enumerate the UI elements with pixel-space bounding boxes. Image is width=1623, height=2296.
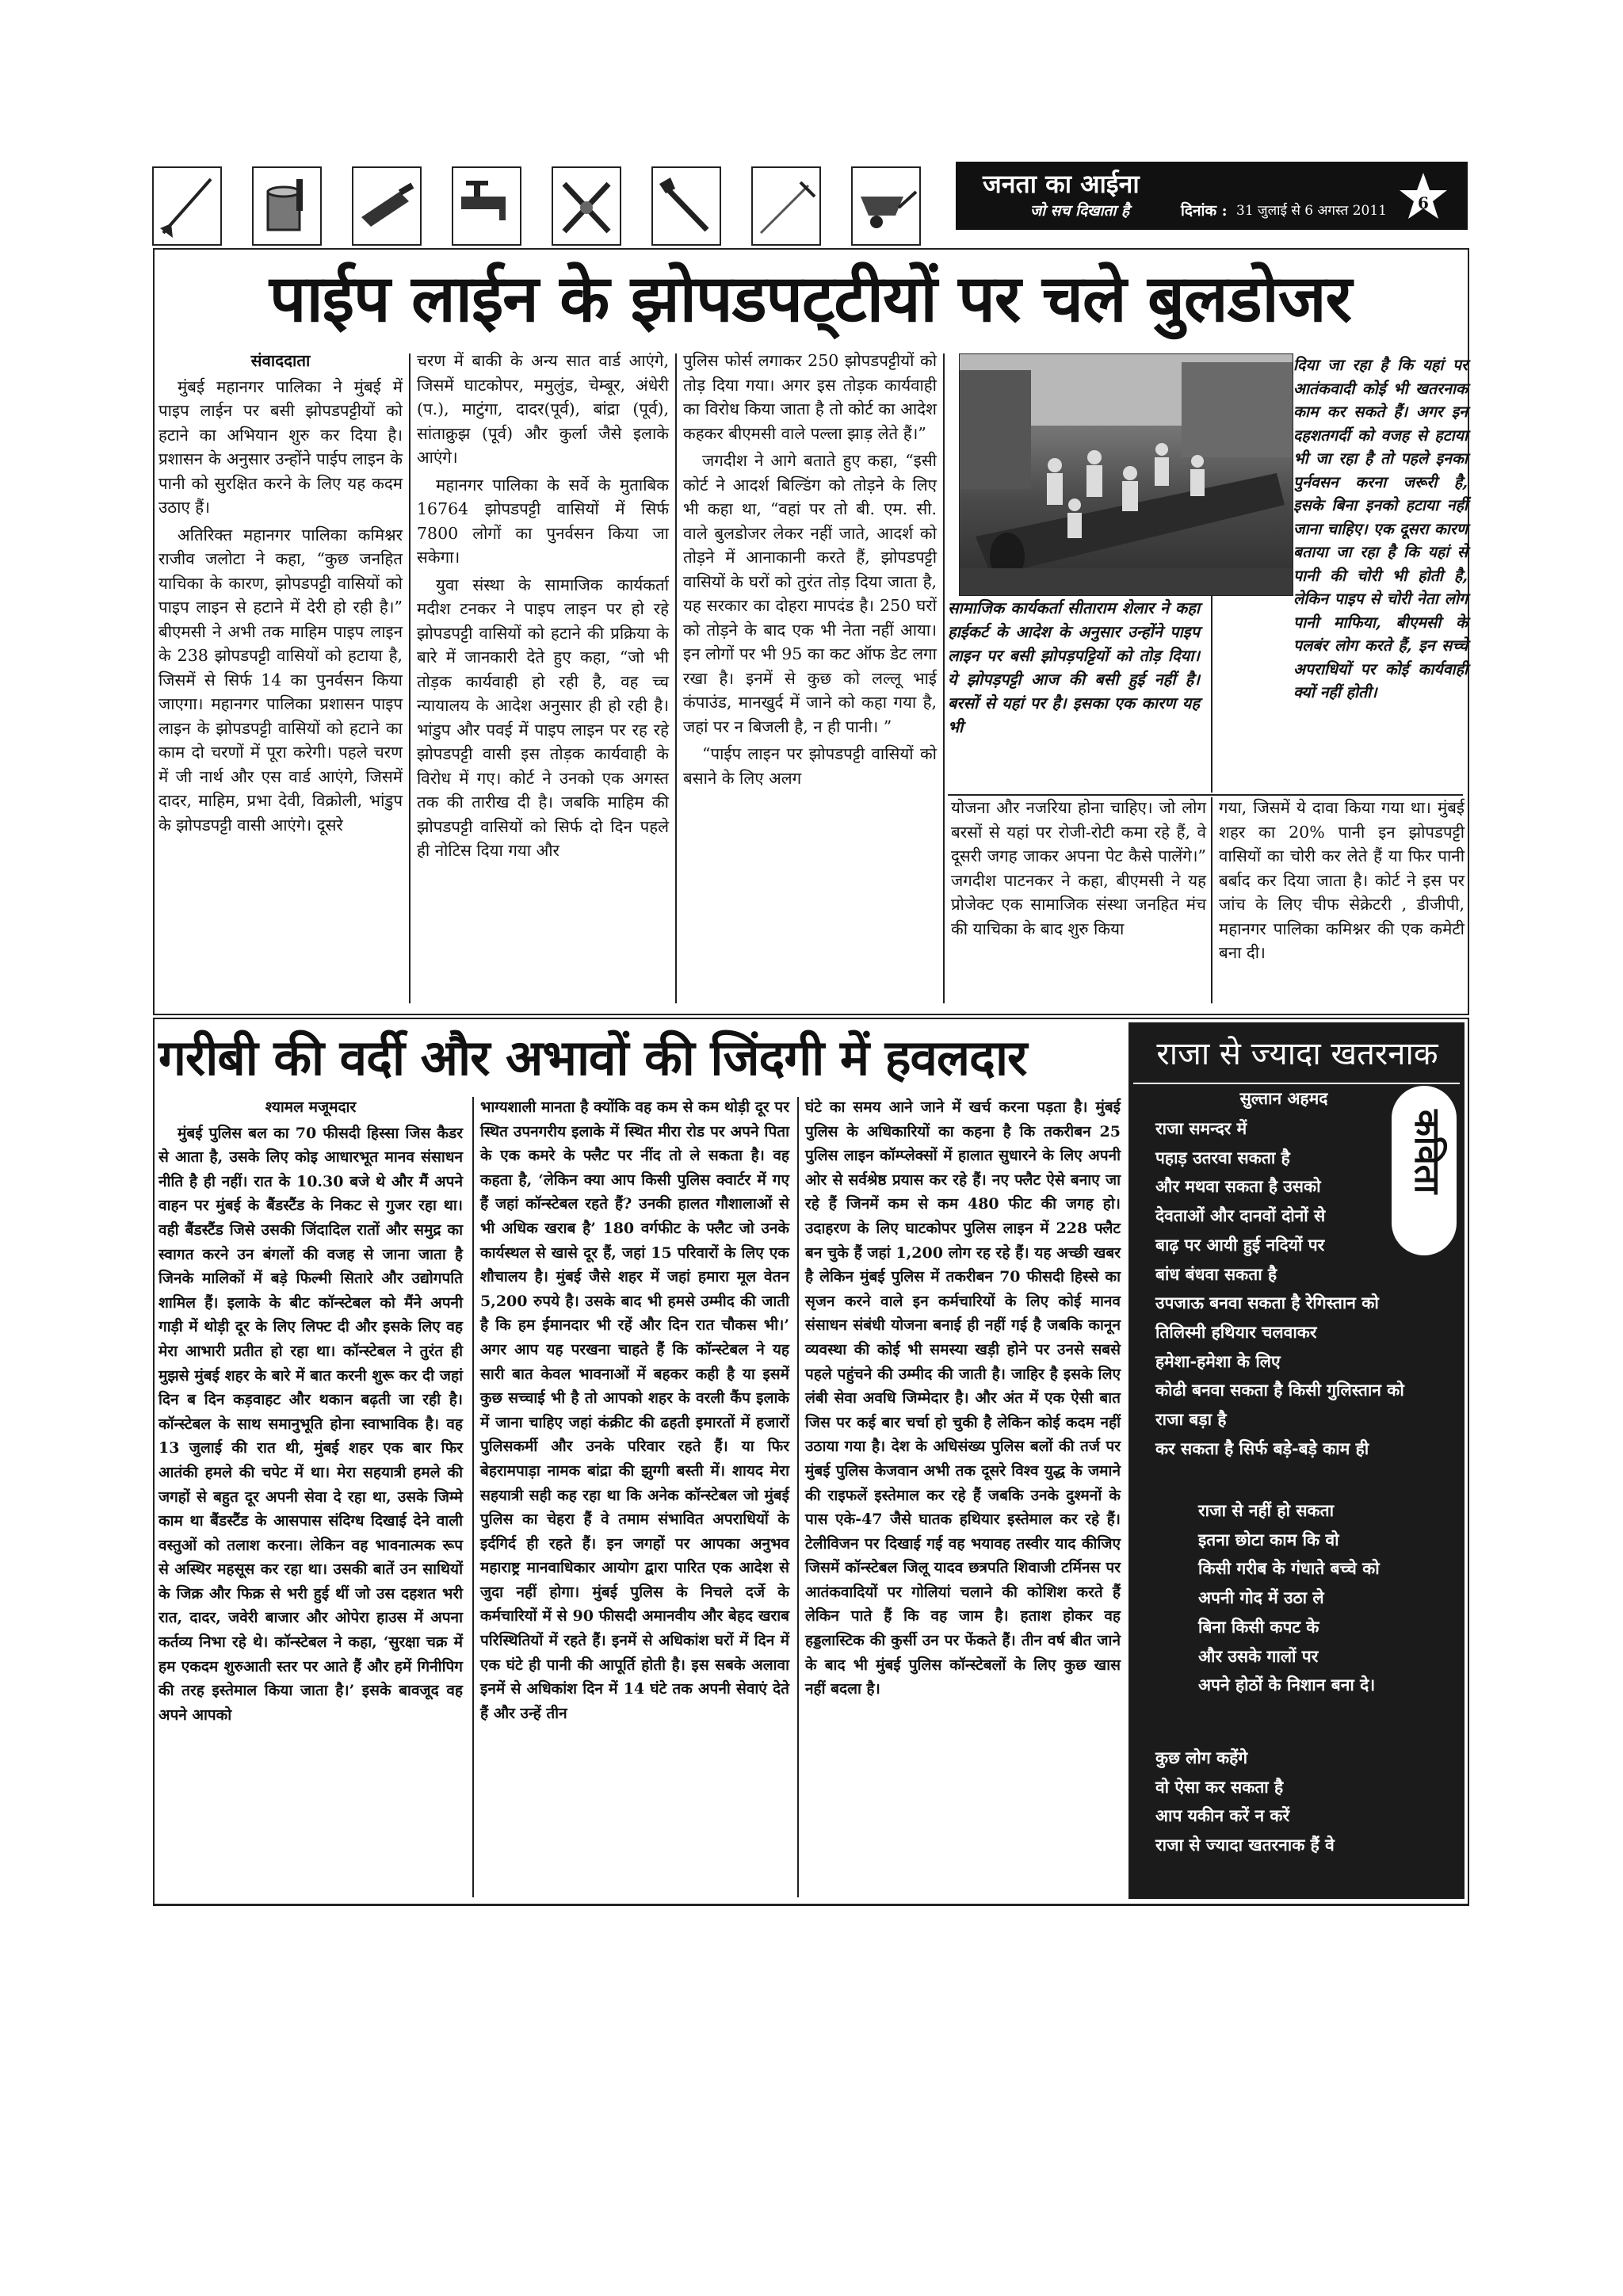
poem-line: तिलिस्मी हथियार चलवाकर bbox=[1155, 1321, 1317, 1342]
date-label: दिनांक : bbox=[1181, 202, 1228, 220]
poem-line: इतना छोटा काम कि वो bbox=[1198, 1529, 1339, 1549]
story1-paragraph: युवा संस्था के सामाजिक कार्यकर्ता मदीश टनकर ने पाइप लाइन पर हो रहे झोपडपट्टी वासियों को हटाने की प्रक्रिया के बारे में जानकारी देते हुए कहा, “जो भी तोड़क कार्यवाही हो रही है, वह च्च न्यायालय के आदेश अनुसार ही हो रही है। भांडुप और पवई में पाइप लाइन पर रह रहे झोपडपट्टी वासी इस तोड़क कार्यवाही के विरोध में गए। कोर्ट ने उनको एक अगस्त तक की तारीख दी है। जबकि माहिम की झोपडपट्टी वासियों को सिर्फ दो दिन पहले ही नोटिस दिया गया और bbox=[417, 575, 669, 860]
story1-headline: पाईप लाईन के झोपडपट्‍टीयों पर चले बुलडोजर bbox=[269, 261, 1352, 337]
story2-column-2 bbox=[480, 1095, 789, 1729]
hoe-icon bbox=[152, 166, 222, 246]
story1-paragraph: “पाईप लाइन पर झोपडपट्टी वासियों को बसाने के लिए अलग bbox=[683, 744, 937, 788]
poem-line: राजा से नहीं हो सकता bbox=[1198, 1500, 1335, 1520]
column-rule bbox=[797, 1097, 799, 1897]
story1-byline: संवाददाता bbox=[250, 351, 311, 370]
pull-quote: दिया जा रहा है कि यहां पर आतंकवादी कोई भी खतरनाक काम कर सकते हैं। अगर इन दहशतगर्दी को वजह से हटाया भी जा रहा है तो पहले इनका पुर्नवसन करना जरूरी है, इसके बिना इनको हटाया नहीं जाना चाहिए। एक दूसरा कारण बताया जा रहा है कि यहां से पानी की चोरी भी होती है, लेकिन पाइप से चोरी नेता लोग पानी माफिया, बीएमसी के पलबंर लोग करते हैं, इन सच्चे अपराधियों पर कोई कार्यवाही क्यों नहीं होती। bbox=[1293, 356, 1468, 701]
story2-column-1 bbox=[158, 1095, 463, 1730]
poem-line: और उसके गालों पर bbox=[1198, 1645, 1319, 1666]
story1-paragraph: जगदीश ने आगे बताते हुए कहा, “इसी कोर्ट ने आदर्श बिल्डिंग को तोड़ने के लिए भी कहा था, “वहां पर तो बी. एम. सी. वाले बुलडोजर लेकर नहीं जाते, आदर्श को तोड़ने में आनाकानी करते हैं, झोपडपट्टी वासियों के घरों को तुरंत तोड़ दिया जाता है, यह सरकार का दोहरा मापदंड है। 250 घरों को तोड़ने के बाद एक भी नेता नहीं आया। इन लोगों पर भी 95 का कट ऑफ डेट लगा रखा है। इनमें से कुछ को लल्लू भाई कंपाउंड, मानखुर्द में जाने को कहा गया है, जहां पर न बिजली है, न ही पानी। ” bbox=[683, 451, 937, 736]
story1-paragraph: चरण में बाकी के अन्य सात वार्ड आएंगे, जिसमें घाटकोपर, ममुलुंड, चेम्बूर, अंधेरी (प.), माटुंगा, दादर(पूर्व), बांद्रा (पूर्व), सांताक्रुझ (पूर्व) और कुर्ला जैसे इलाके आएंगे। bbox=[417, 351, 669, 467]
column-rule bbox=[472, 1097, 474, 1897]
crossed-tools-icon bbox=[552, 166, 621, 246]
poem-line: आप यकीन करें न करें bbox=[1155, 1805, 1290, 1826]
poem-stanza-3 bbox=[1155, 1744, 1457, 1860]
poem-tag: कविता bbox=[1407, 1110, 1447, 1194]
story1-paragraph: पुलिस फोर्स लगाकर 250 झोपडपट्टीयों को तोड़ दिया गया। अगर इस तोड़क कार्यवाही का विरोध किया जाता है तो कोर्ट का आदेश कहकर बीएमसी वाले पल्ला झाड़ लेते हैं।” bbox=[683, 351, 937, 443]
column-rule bbox=[1211, 797, 1212, 1003]
poem-line: वो ऐसा कर सकता है bbox=[1155, 1776, 1284, 1797]
poem-line: कुछ लोग कहेंगे bbox=[1155, 1748, 1248, 1767]
story1-column-5 bbox=[1219, 796, 1465, 968]
story1-paragraph: योजना और नजरिया होना चाहिए। जो लोग बरसों से यहां पर रोजी-रोटी कमा रहे हैं, वे दूसरी जगह जाकर अपना पेट कैसे पालेंगे।” जगदीश पाटनकर ने कहा, बीएमसी ने यह प्रोजेक्ट एक सामाजिक संस्था जनहित मंच की याचिका के बाद शुरु किया bbox=[951, 798, 1206, 938]
wheelbarrow-icon bbox=[851, 166, 921, 246]
poem-line: बिना किसी कपट के bbox=[1198, 1616, 1319, 1637]
poem-line: अपनी गोद में उठा ले bbox=[1198, 1587, 1324, 1608]
poem-stanza-1 bbox=[1155, 1114, 1457, 1463]
issue-date: 31 जुलाई से 6 अगस्त 2011 bbox=[1236, 203, 1387, 219]
column-rule bbox=[675, 353, 677, 1003]
poem-line: अपने होठों के निशान बना दे। bbox=[1198, 1675, 1376, 1695]
poem-title: राजा से ज्यादा खतरनाक bbox=[1156, 1036, 1438, 1072]
poem-title-rule bbox=[1133, 1083, 1460, 1084]
column-rule bbox=[409, 353, 411, 1003]
pipe-wrench-icon bbox=[651, 166, 721, 246]
story1-paragraph: महानगर पालिका के सर्वे के मुताबिक 16764 झोपडपट्टी वासियों में सिर्फ 7800 लोगों का पुनर्वसन किया जा सकेगा। bbox=[417, 475, 669, 567]
poem-line: बांध बंधवा सकता है bbox=[1155, 1263, 1277, 1284]
story2-paragraph: मुंबई पुलिस बल का 70 फीसदी हिस्सा जिस कैडर से आता है, उसके लिए कोइ आधारभूत मानव संसाधन नीति है ही नहीं। रात के 10.30 बजे थे और मैं अपने वाहन पर मुंबई के बैंडस्टैंड के निकट से गुजर रहा था। वही बैंडस्टैंड जिसे उसकी जिंदादिल रातों और समुद्र का स्वागत करने उन बंगलों की वजह से जाना जाता है जिनके मालिकों में बड़े फिल्मी सितारे और उद्योगपति शामिल हैं। इलाके के बीट कॉन्स्टेबल को मैंने अपनी गाड़ी में थोड़ी दूर के लिए लिफ्ट दी और इसके लिए वह मेरा आभारी प्रतीत हो रहा था। कॉन्स्टेबल ने तुरंत ही मुझसे मुंबई शहर के बारे में बात करनी शुरू कर दी जहां दिन ब दिन कड़वाहट और थकान बढ़ती जा रही है। कॉन्स्टेबल के साथ समानुभूति होना स्वाभाविक है। वह 13 जुलाई की रात थी, मुंबई शहर एक बार फिर आतंकी हमले की चपेट में था। मेरा सहयात्री हमले की जगहों से बहुत दूर अपनी सेवा दे रहा था, उसके जिम्मे काम था बैंडस्टैंड के आसपास संदिग्ध दिखाई देने वाली वस्तुओं को तलाश करना। लेकिन वह भावनात्मक रूप से अस्थिर महसूस कर रहा था। उसकी बातें उन साथियों के जिक्र और फिक्र से भरी हुई थीं जो उस दहशत भरी रात, दादर, जवेरी बाजार और ओपेरा हाउस में अपना कर्तव्य निभा रहे थे। कॉन्स्टेबल ने कहा, ‘सुरक्षा चक्र में हम एकदम शुरुआती स्तर पर आते हैं और हमें गिनीपिग की तरह इस्तेमाल किया जाता है।’ इसके बावजूद वह अपने आपको bbox=[158, 1124, 463, 1724]
masthead-tagline: जो सच दिखाता है bbox=[1030, 202, 1130, 220]
poem-line: उपजाऊ बनवा सकता है रेगिस्तान को bbox=[1155, 1293, 1379, 1313]
poem-line: हमेशा-हमेशा के लिए bbox=[1155, 1350, 1281, 1371]
page-number: 6 bbox=[1418, 193, 1429, 212]
story2-byline: श्यामल मजूमदार bbox=[265, 1098, 357, 1116]
story1-paragraph: अतिरिक्त महानगर पालिका कमिश्नर राजीव जलोटा ने कहा, “कुछ जनहित याचिका के कारण, झोपडपट्टी वासियों को पाइप लाइन से हटाने में देरी हो रही है।” बीएमसी ने अभी तक माहिम पाइप लाइन के 238 झोपडपट्टी वासियों को हटाया है, जिसमें से सिर्फ 14 का पुनर्वसन किया जाएगा। महानगर पालिका प्रशासन पाइप लाइन के झोपडपट्टी वासियों को हटाने का काम दो चरणों में पूरा करेगी। पहले चरण में जी नार्थ और एस वार्ड आएंगे, जिसमें दादर, माहिम, प्रभा देवी, विक्रोली, भांडुप के झोपडपट्टी वासी आएंगे। दूसरे bbox=[158, 525, 403, 835]
masthead-name: जनता का आईना bbox=[983, 169, 1140, 199]
poem-line: बाढ़ पर आयी हुई नदियों पर bbox=[1155, 1234, 1325, 1255]
story1-column-2 bbox=[417, 349, 669, 866]
column-rule bbox=[1211, 596, 1212, 793]
poem-line: राजा समन्दर में bbox=[1155, 1118, 1247, 1138]
story1-column-4 bbox=[951, 796, 1206, 944]
trowel-icon bbox=[352, 166, 422, 246]
story2-paragraph: भाग्यशाली मानता है क्योंकि वह कम से कम थोड़ी दूर पर स्थित उपनगरीय इलाके में स्थित मीरा रोड पर अपने पिता के एक कमरे के फ्लैट पर नींद तो ले सकता है। वह कहता है, ‘लेकिन क्या आप किसी पुलिस क्वार्टर में गए हैं जहां कॉन्स्टेबल रहते हैं? उनकी हालत गौशालाओं से भी अधिक खराब है’ 180 वर्गफीट के फ्लैट जो उनके कार्यस्थल से खासे दूर हैं, जहां 15 परिवारों के लिए एक शौचालय है। मुंबई जैसे शहर में जहां हमारा मूल वेतन 5,200 रुपये है। उसके बाद भी हमसे उम्मीद की जाती है कि हम ईमानदार भी रहें और दिन रात चौकस भी।’ अगर आप यह परखना चाहते हैं कि कॉन्स्टेबल ने यह सारी बात केवल भावनाओं में बहकर कही है या इसमें कुछ सच्चाई भी है तो आपको शहर के वरली कैंप इलाके में जाना चाहिए जहां कंक्रीट की ढहती इमारतों में हजारों पुलिसकर्मी और उनके परिवार रहते हैं। या फिर बेहरामपाड़ा नामक बांद्रा की झुग्गी बस्ती में। शायद मेरा सहयात्री सही कह रहा था कि अनेक कॉन्स्टेबल जो मुंबई पुलिस का चेहरा हैं वे तमाम संभावित अपराधियों के इर्दगिर्द ही रहते हैं। इन जगहों पर आपका अनुभव महाराष्ट्र मानवाधिकार आयोग द्वारा पारित एक आदेश से जुदा नहीं होगा। मुंबई पुलिस के निचले दर्जे के कर्मचारियों में से 90 फीसदी अमानवीय और बेहद खराब परिस्थितियों में रहते हैं। इनमें से अधिकांश घरों में दिन में एक घंटे ही पानी की आपूर्ति होती है। इस सबके अलावा इनमें से अधिकांश दिन में 14 घंटे तक अपनी सेवाएं देते हैं और उन्हें तीन bbox=[480, 1098, 789, 1722]
poem-byline: सुल्तान अहमद bbox=[1239, 1088, 1328, 1108]
poem-line: कोढी बनवा सकता है किसी गुलिस्तान को bbox=[1155, 1380, 1404, 1400]
pull-quote-continued bbox=[1217, 596, 1463, 794]
poem-line: पहाड़ उतरवा सकता है bbox=[1155, 1147, 1290, 1167]
story2-column-3 bbox=[805, 1095, 1121, 1705]
photo-caption: सामाजिक कार्यकर्ता सीताराम शेलार ने कहा हाईकर्ट के आदेश के अनुसार उन्होंने पाइप लाइन पर बसी झोपड़पट्टियों को तोड़ दिया। ये झोपड़पट्टी आज की बसी हुई नहीं है। बरसों से यहां पर है। इसका एक कारण यह भी bbox=[948, 598, 1200, 736]
story1-column-3 bbox=[683, 349, 937, 793]
rake-icon bbox=[751, 166, 821, 246]
story1-column-1 bbox=[158, 349, 403, 840]
poem-line: देवताओं और दानवों दोनों से bbox=[1155, 1205, 1326, 1226]
paint-bucket-icon bbox=[252, 166, 322, 246]
news-photo bbox=[959, 353, 1293, 596]
poem-line: राजा बड़ा है bbox=[1155, 1409, 1227, 1430]
poem-stanza-2 bbox=[1198, 1496, 1460, 1700]
poem-line: राजा से ज्यादा खतरनाक हैं वे bbox=[1155, 1835, 1335, 1855]
story2-headline: गरीबी की वर्दी और अभावों की जिंदगी में हवलदार bbox=[158, 1029, 1027, 1087]
poem-line: किसी गरीब के गंधाते बच्चे को bbox=[1198, 1558, 1380, 1579]
column-rule bbox=[943, 353, 945, 1003]
story2-paragraph: घंटे का समय आने जाने में खर्च करना पड़ता है। मुंबई पुलिस के अधिकारियों का कहना है कि तकरीबन 25 पुलिस लाइन कॉम्प्लेक्सों में हालात सुधारने के लिए अपनी ओर से सर्वश्रेष्ठ प्रयास कर रहे हैं। नए फ्लैट ऐसे बनाए जा रहे हैं जिनमें कम से कम 480 फीट की जगह हो। उदाहरण के लिए घाटकोपर पुलिस लाइन में 228 फ्लैट बन चुके हैं जहां 1,200 लोग रह रहे हैं। यह अच्छी खबर है लेकिन मुंबई पुलिस में तकरीबन 70 फीसदी हिस्से का सृजन करने वाले इन कर्मचारियों के लिए कोई मानव संसाधन संबंधी योजना बनाई ही नहीं गई है जबकि कानून व्यवस्था की कोई भी समस्या खड़ी होने पर उनसे सबसे पहले पहुंचने की उम्मीद की जाती है। जाहिर है इसके लिए लंबी सेवा अवधि जिम्मेदार है। और अंत में एक ऐसी बात जिस पर कई बार चर्चा हो चुकी है लेकिन कोई कदम नहीं उठाया गया है। देश के अधिसंख्य पुलिस बलों की तर्ज पर मुंबई पुलिस केजवान अभी तक दूसरे विश्व युद्ध के जमाने की राइफलें इस्तेमाल कर रहे हैं जबकि उनके दुश्मनों के पास एके-47 जैसे घातक हथियार इस्तेमाल कर रहे हैं। टेलीविजन पर दिखाई गई वह भयावह तस्वीर याद कीजिए जिसमें कॉन्स्टेबल जिलू यादव छत्रपति शिवाजी टर्मिनस पर आतंकवादियों पर गोलियां चलाने की कोशिश करते हैं लेकिन पाते हैं कि वह जाम है। हताश होकर वह हड्डलास्टिक की कुर्सी उन पर फेंकते हैं। तीन वर्ष बीत जाने के बाद भी मुंबई पुलिस कॉन्स्टेबलों के लिए कुछ खास नहीं बदला है। bbox=[805, 1098, 1121, 1698]
poem-line: और मथवा सकता है उसको bbox=[1155, 1176, 1321, 1197]
water-tap-icon bbox=[452, 166, 521, 246]
story1-paragraph: मुंबई महानगर पालिका ने मुंबई में पाइप लाईन पर बसी झोपडपट्टीयों को हटाने का अभियान शुरु कर दिया है। प्रशासन के अनुसार उन्होंने पाईप लाइन के पानी को सुरक्षित करने के लिए यह कदम उठाए हैं। bbox=[158, 376, 403, 517]
poem-line: कर सकता है सिर्फ बड़े-बड़े काम ही bbox=[1155, 1438, 1369, 1458]
story1-paragraph: गया, जिसमें ये दावा किया गया था। मुंबई शहर का 20% पानी इन झोपडपट्टी वासियों का चोरी कर लेते हैं या फिर पानी बर्बाद कर दिया जाता है। कोर्ट ने इस पर जांच के लिए चीफ सेक्रेटरी , डीजीपी, महानगर पालिका कमिश्नर की एक कमेटी बना दी। bbox=[1219, 798, 1465, 962]
